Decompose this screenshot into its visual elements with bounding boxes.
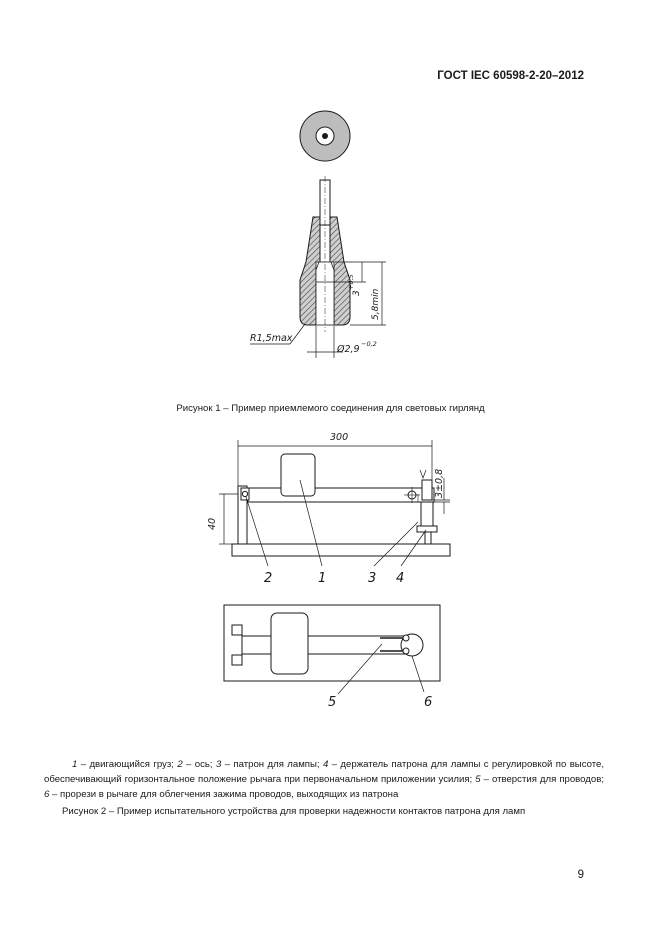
- legend-num-6: 6: [44, 789, 50, 800]
- callout-6: 6: [424, 695, 433, 710]
- figure1-caption: Рисунок 1 – Пример приемлемого соединения для световых гирлянд: [176, 403, 485, 414]
- figure2-legend: [44, 757, 604, 802]
- legend-text-2: – ось;: [182, 759, 216, 770]
- legend-text-4: – держатель патрона для лампы с регулировкой по высоте, обеспечивающий горизонтальное положение рычага при первоначальном приложении усилия;: [44, 759, 605, 785]
- legend-text-6: – прорези в рычаге для облегчения зажима проводов, выходящих из патрона: [49, 789, 399, 800]
- dim-height: 40: [207, 517, 218, 530]
- callout-4: 4: [396, 571, 405, 586]
- callout-3: 3: [368, 571, 377, 586]
- dim-h1: 3: [352, 290, 362, 296]
- callout-5: 5: [328, 695, 337, 710]
- legend-num-5: 5: [475, 774, 481, 785]
- legend-text: [44, 757, 604, 802]
- dim-h1-tol: +0,5: [347, 274, 355, 290]
- callout-1: 1: [318, 571, 327, 586]
- legend-num-2: 2: [177, 759, 183, 770]
- fig2-side-view: [232, 454, 450, 556]
- figure2-caption: Рисунок 2 – Пример испытательного устройства для проверки надежности контактов патрона для ламп: [62, 806, 526, 817]
- dim-length: 300: [330, 432, 349, 443]
- legend-text-3: – патрон для лампы;: [221, 759, 323, 770]
- dim-diameter-tol: −0,2: [361, 340, 377, 348]
- dim-r-max: R1,5max: [250, 333, 293, 344]
- fig2-top-view: [224, 605, 440, 681]
- legend-text-1: – двигающийся груз;: [77, 759, 178, 770]
- page-number: 9: [577, 869, 584, 881]
- legend-num-3: 3: [215, 759, 222, 770]
- dim-h2: 5,8min: [371, 288, 381, 320]
- legend-num-1: 1: [72, 759, 78, 770]
- legend-num-4: 4: [322, 759, 329, 770]
- legend-text-5: – отверстия для проводов;: [480, 774, 604, 785]
- document-header: ГОСТ IEC 60598-2-20–2012: [437, 70, 584, 82]
- callout-2: 2: [264, 571, 273, 586]
- dim-diameter: Ø2,9: [337, 344, 360, 355]
- dim-gap: 3±0,8: [434, 468, 445, 498]
